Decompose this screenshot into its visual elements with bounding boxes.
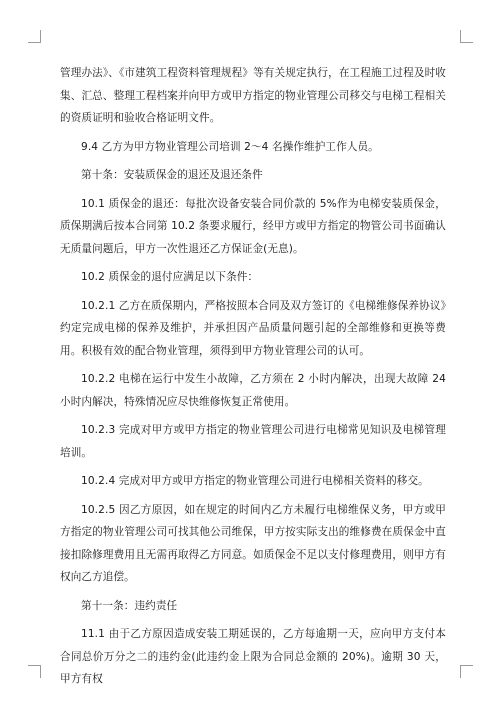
paragraph-10-2-4: 10.2.4 完成对甲方或甲方指定的物业管理公司进行电梯相关资料的移交。 — [81, 475, 429, 487]
paragraph-10-2-2: 10.2.2 电梯在运行中发生小故障，乙方须在 2 小时内解决，出现大故障 24 小时内解决，特殊情况应尽快维修恢复正常使用。 — [60, 373, 446, 408]
paragraph-11-1: 11.1 由于乙方原因造成安装工期延误的，乙方每逾期一天，应向甲方支付本合同总价万分之二的违约金(此违约金上限为合同总金额的 20%)。逾期 30 天，甲方有权 — [60, 628, 446, 685]
paragraph-10-2-1: 10.2.1 乙方在质保期内，严格按照本合同及双方签订的《电梯维修保养协议》约定完成电梯的保养及维护，并承担因产品质量问题引起的全部维修和更换等费用。积极有效的配合物业管理，须得到甲方物业管理公司的认可。 — [60, 299, 446, 357]
article-10-heading: 第十条：安装质保金的退还及退还条件 — [81, 169, 263, 181]
paragraph-10-2: 10.2 质保金的退付应满足以下条件： — [81, 271, 259, 283]
crop-mark-top-left — [28, 30, 41, 43]
document-body — [60, 62, 446, 697]
crop-mark-top-right — [460, 30, 473, 43]
crop-mark-bottom-right — [460, 665, 473, 678]
paragraph-9-4: 9.4 乙方为甲方物业管理公司培训 2～4 名操作维护工作人员。 — [81, 140, 379, 153]
paragraph-continuation: 管理办法》、《市建筑工程资料管理规程》等有关规定执行，在工程施工过程及时收集、汇总、整理工程档案并向甲方或甲方指定的物业管理公司移交与电梯工程相关的资质证明和验收合格证明文件。 — [60, 67, 446, 124]
paragraph-10-2-5: 10.2.5 因乙方原因，如在规定的时间内乙方未履行电梯维保义务，甲方或甲方指定的物业管理公司可找其他公司维保，甲方按实际支出的维修费在质保金中直接扣除修理费用且无需再取得乙方同意。如质保金不足以支付修理费用，则甲方有权向乙方追偿。 — [60, 503, 446, 583]
article-11-heading: 第十一条：违约责任 — [81, 599, 178, 612]
paragraph-10-2-3: 10.2.3 完成对甲方或甲方指定的物业管理公司进行电梯常见知识及电梯管理培训。 — [60, 424, 446, 459]
paragraph-10-1: 10.1 质保金的退还：每批次设备安装合同价款的 5%作为电梯安装质保金，质保期满后按本合同第 10.2 条要求履行，经甲方或甲方指定的物管公司书面确认无质量问题后，甲方一次性退还乙方保证金(无息)。 — [60, 197, 446, 255]
crop-mark-bottom-left — [28, 665, 41, 678]
